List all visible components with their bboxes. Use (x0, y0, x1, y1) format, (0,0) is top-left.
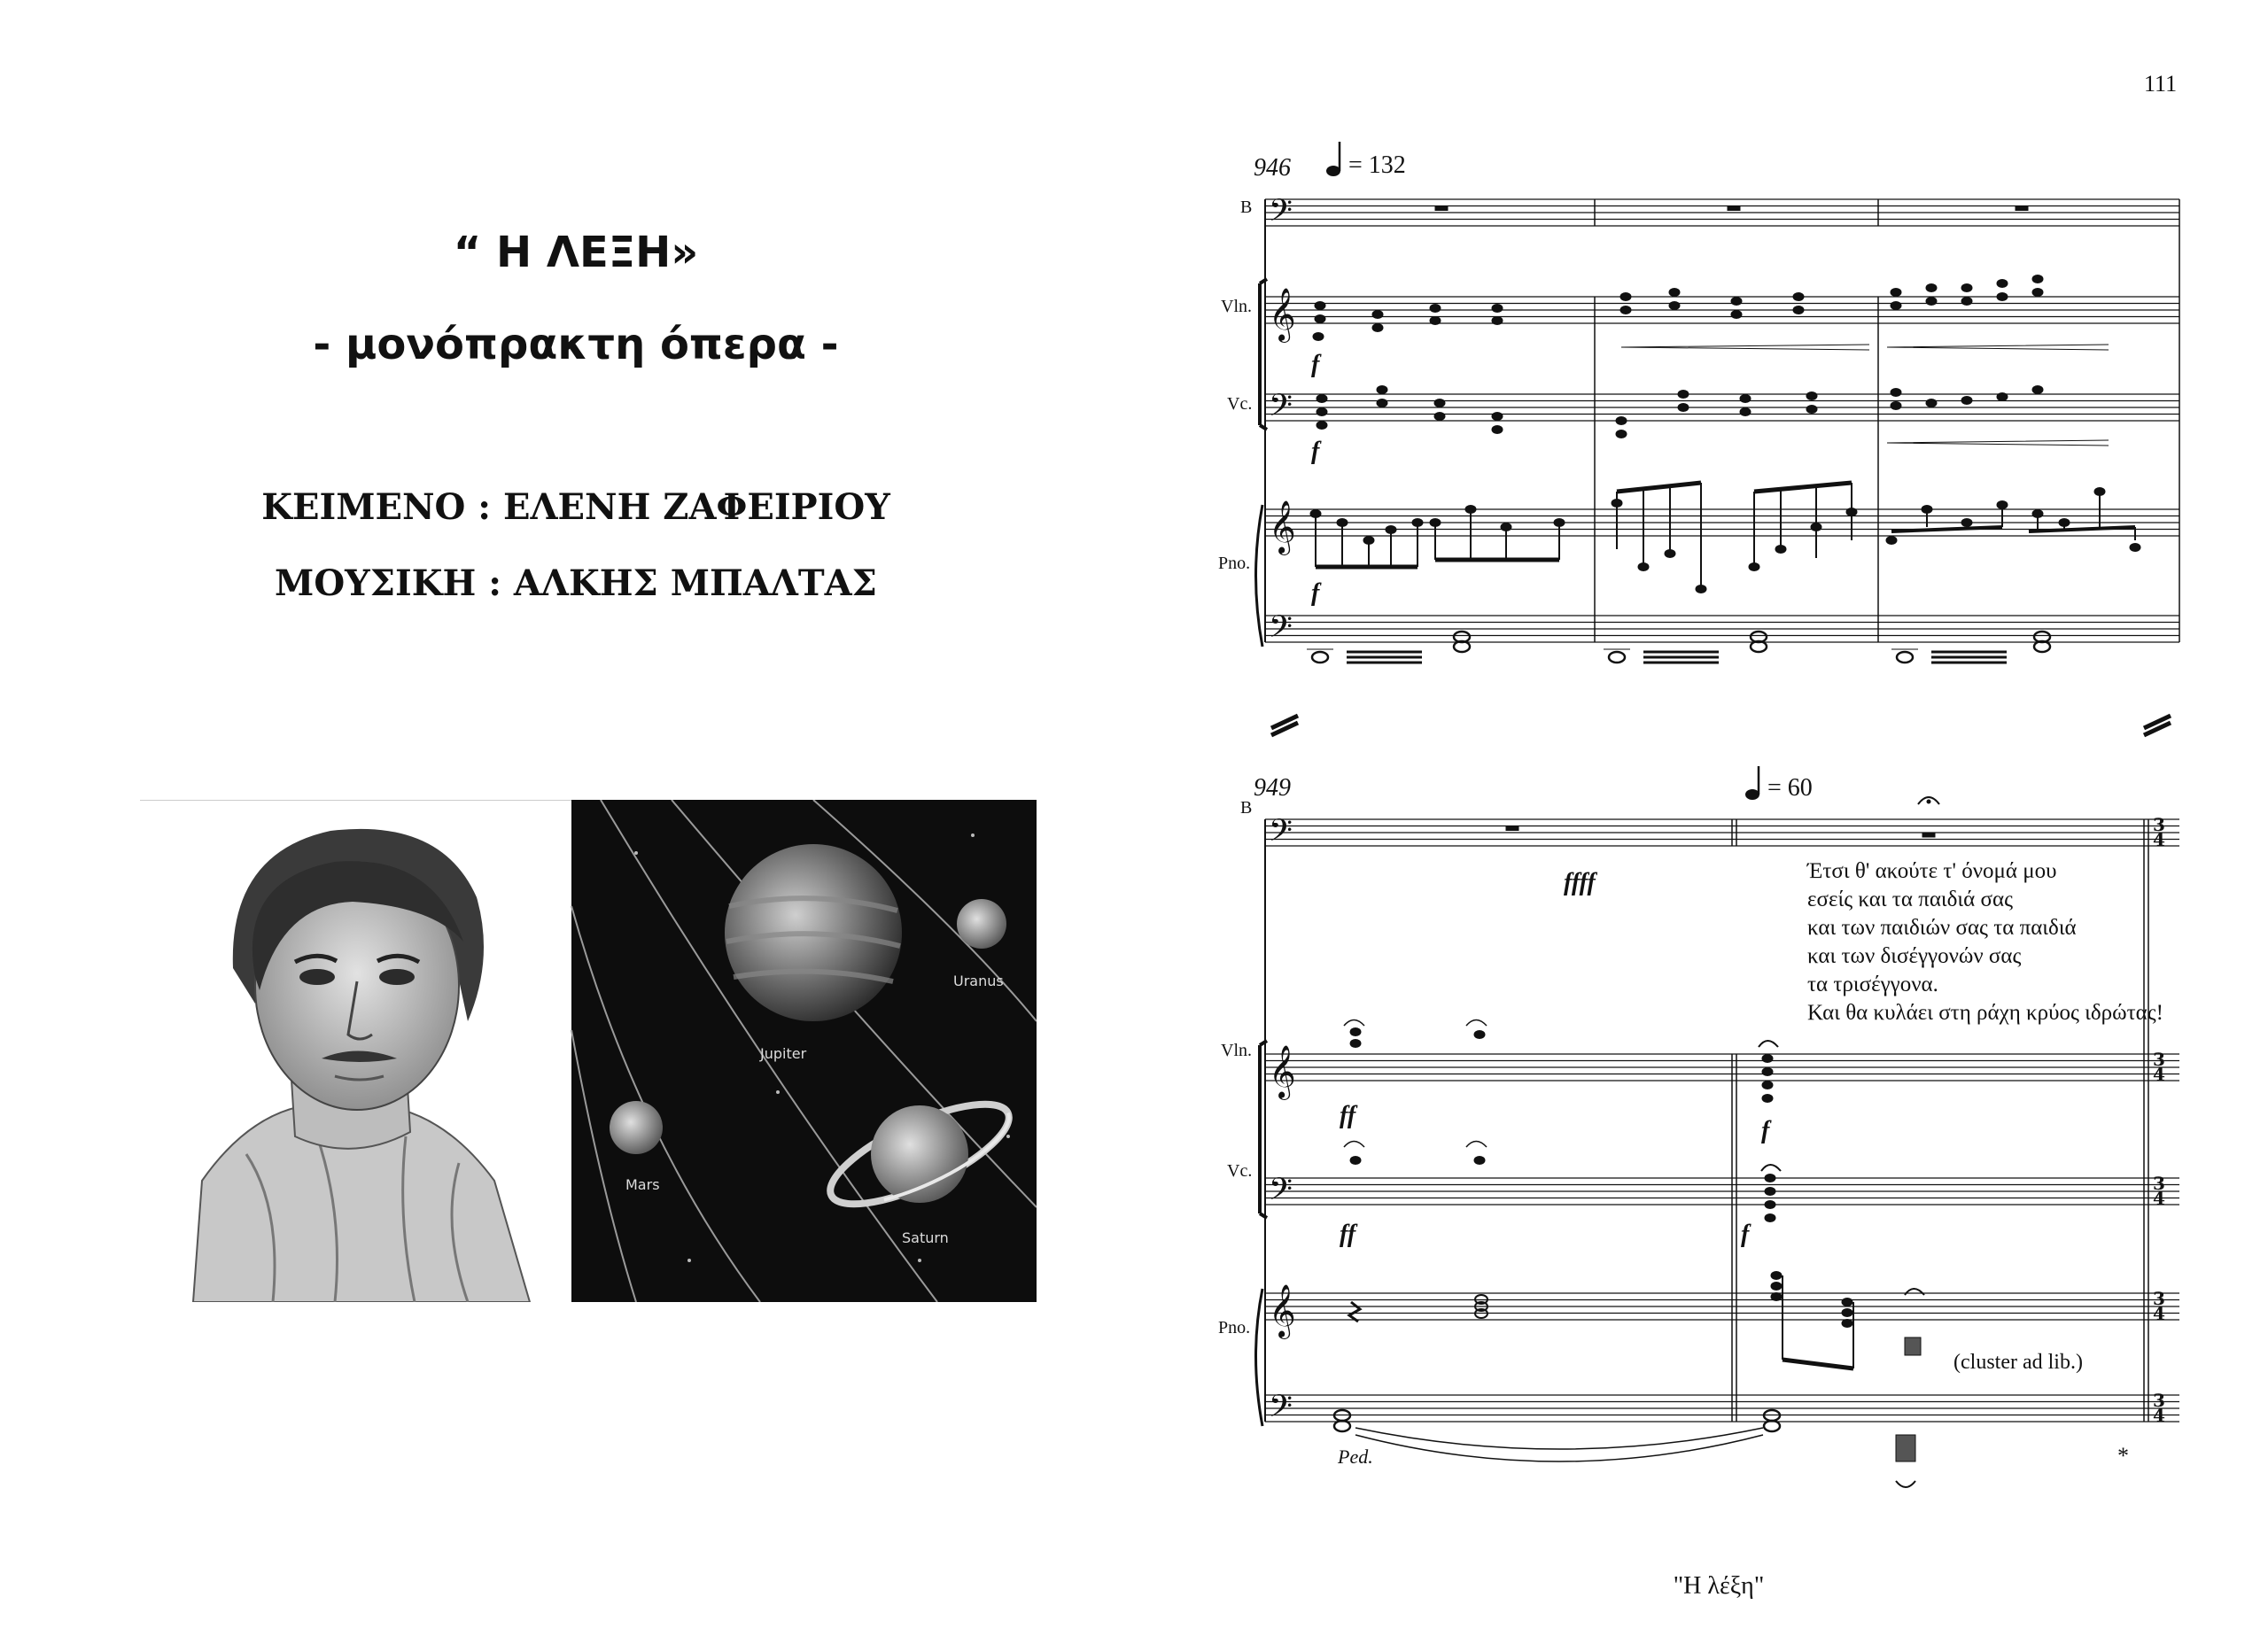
lyric-line: και των δισέγγονών σας (1807, 944, 2022, 968)
system1-bass-staff (1265, 199, 2179, 226)
system1-measure-number: 946 (1254, 154, 1291, 182)
system1-piano-bass-staff (1265, 616, 2179, 642)
system2-dyn-vln: ff (1340, 1102, 1356, 1129)
system2-dyn-vc-2: f (1741, 1221, 1750, 1248)
system1-dyn-pno: f (1311, 579, 1320, 607)
uranus-label: Uranus (953, 973, 1004, 989)
credit-text: ΚΕΙΜΕΝΟ : ΕΛΕΝΗ ΖΑΦΕΙΡΙΟΥ (261, 486, 890, 528)
system2-bass-staff (1265, 819, 2179, 846)
lyric-line: εσείς και τα παιδιά σας (1807, 888, 2013, 911)
system1-instr-pno: Pno. (1218, 554, 1251, 573)
ts-vln-bottom: 4 (2153, 1064, 2165, 1085)
pedal-release: * (2117, 1443, 2129, 1469)
ts-vc-top: 3 (2153, 1173, 2165, 1194)
pedal-mark: Ped. (1338, 1446, 1373, 1468)
system2-instr-vln: Vln. (1221, 1041, 1252, 1060)
lyric-line: Έτσι θ' ακούτε τ' όνομά μου (1807, 859, 2057, 883)
system1-violin-notes (1313, 275, 2043, 341)
system1-instr-vc: Vc. (1227, 394, 1253, 414)
system1-violin-staff (1265, 297, 2179, 323)
ts-vln-top: 3 (2153, 1049, 2165, 1070)
system2-piano-treble-staff (1265, 1293, 2179, 1320)
system1-cello-notes (1317, 386, 2043, 438)
system2-dyn-vln-2: f (1761, 1117, 1770, 1144)
system2-measure-number: 949 (1254, 774, 1291, 802)
credit-music: ΜΟΥΣΙΚΗ : ΑΛΚΗΣ ΜΠΑΛΤΑΣ (275, 562, 877, 604)
system2-cello-staff (1265, 1178, 2179, 1205)
system1-instr-b: B (1240, 198, 1253, 217)
system1-piano-bass-notes (1307, 632, 2050, 663)
system2-instr-b: B (1240, 798, 1253, 818)
ts-vc-bottom: 4 (2153, 1188, 2165, 1209)
system2-cello-notes (1350, 1157, 1775, 1222)
system2-instr-vc: Vc. (1227, 1161, 1253, 1181)
system1-piano-bass-clef: 𝄢 (1269, 609, 1293, 652)
system2-tempo: = 60 (1767, 774, 1813, 802)
ts-b-bottom: 4 (2153, 829, 2165, 850)
system2-violin-staff (1265, 1054, 2179, 1081)
system1-cello-clef: 𝄢 (1269, 387, 1293, 430)
system1-piano-treble-clef: 𝄞 (1269, 500, 1296, 554)
system2-dyn-vc: ff (1340, 1221, 1356, 1248)
lyric-line: και των παιδιών σας τα παιδιά (1807, 916, 2077, 940)
lyrics-block (1807, 857, 2163, 1027)
opera-subtitle: - μονόπρακτη όπερα - (313, 320, 839, 369)
jupiter-label: Jupiter (760, 1045, 807, 1062)
lyric-line: τα τρισέγγονα. (1807, 973, 1938, 996)
lyric-line: Και θα κυλάει στη ράχη κρύος ιδρώτας! (1807, 1001, 2163, 1025)
system2-cello-clef: 𝄢 (1269, 1171, 1293, 1214)
system1-bass-clef: 𝄢 (1269, 192, 1293, 236)
system2-dyn-b: ffff (1564, 869, 1596, 896)
system2-piano-treble-clef: 𝄞 (1269, 1284, 1296, 1337)
opera-title: “ Η ΛΕΞΗ» (453, 228, 699, 277)
cluster-note: (cluster ad lib.) (1953, 1351, 2083, 1374)
system1-cello-staff (1265, 394, 2179, 421)
ts-pno-top: 3 (2153, 1288, 2165, 1309)
page-footer: "Η λέξη" (1673, 1572, 1765, 1600)
system1-dyn-vln: f (1311, 351, 1320, 378)
system1-violin-clef: 𝄞 (1269, 288, 1296, 341)
system1-instr-vln: Vln. (1221, 297, 1252, 316)
system2-instr-pno: Pno. (1218, 1318, 1251, 1337)
system2-piano-bass-clef: 𝄢 (1269, 1388, 1293, 1431)
ts-pno-bottom: 4 (2153, 1303, 2165, 1324)
page-number: 111 (2144, 71, 2178, 97)
ts-pno2-bottom: 4 (2153, 1405, 2165, 1426)
system1-dyn-vc: f (1311, 438, 1320, 465)
system2-piano-bass-staff (1265, 1395, 2179, 1422)
system2-bass-clef: 𝄢 (1269, 812, 1293, 856)
tempo-note-icons (1326, 142, 1759, 800)
ts-b-top: 3 (2153, 814, 2165, 835)
system1-tempo: = 132 (1348, 151, 1406, 179)
mars-label: Mars (625, 1176, 660, 1193)
system2-violin-clef: 𝄞 (1269, 1045, 1296, 1098)
ts-pno2-top: 3 (2153, 1390, 2165, 1411)
saturn-label: Saturn (902, 1229, 949, 1246)
system2-violin-notes (1350, 1028, 1773, 1103)
